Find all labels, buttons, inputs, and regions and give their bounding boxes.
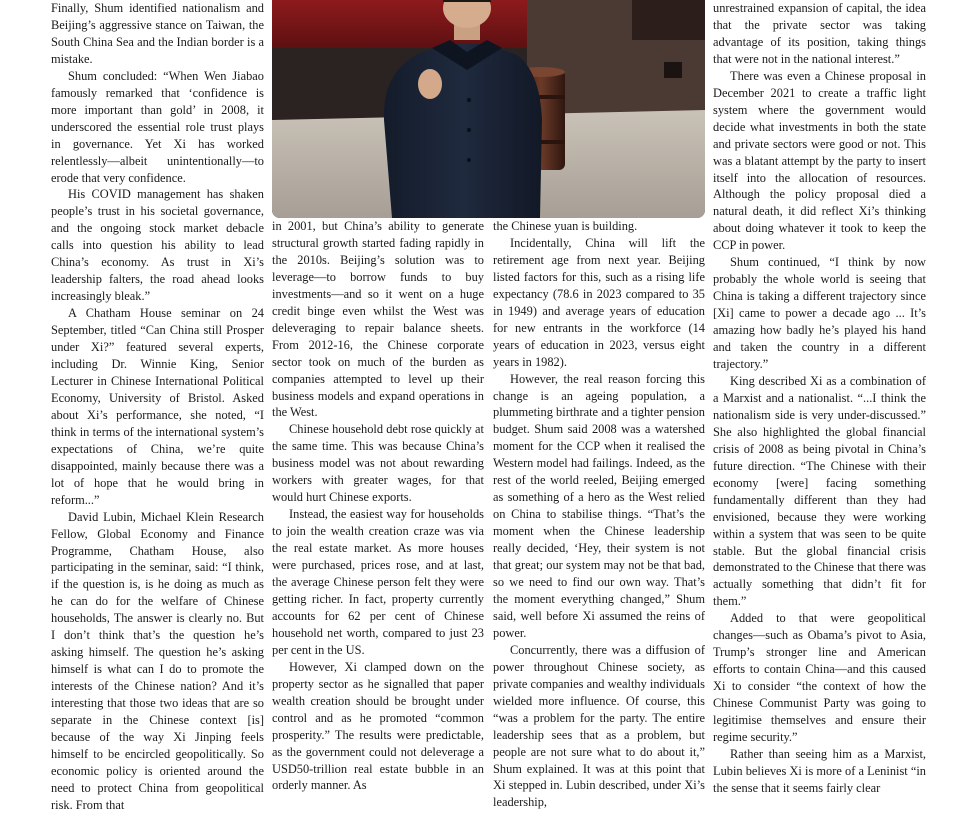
paragraph: in 2001, but China’s ability to generate structural growth started fading rapidly in the 2010s. Beijing’s solution was to leverage—to borrow funds to buy investments—and so it went on a huge credit binge even whilst the West was deleveraging to repair balance sheets. From 2012-16, the Chinese corporate sector took on much of the burden as companies attempted to level up their business models and expand operations in the West. [272, 219, 484, 420]
paragraph: Shum concluded: “When Wen Jiabao famously remarked that ‘confidence is more important than gold’ in 2008, it underscored the essential role trust plays in governance. Yet Xi has worked relentlessly—albeit unintentionally—to erode that very confidence. [51, 68, 264, 185]
article-column-1 [51, 0, 264, 814]
paragraph: Instead, the easiest way for households to join the wealth creation craze was via the real estate market. As more houses were purchased, prices rose, and at last, the average Chinese person felt they were getting richer. In fact, property currently accounts for 62 per cent of Chinese household net worth, compared to just 23 per cent in the US. [272, 507, 484, 657]
photo-illustration [272, 0, 705, 218]
paragraph: Concurrently, there was a diffusion of power throughout Chinese society, as private companies and wealthy individuals wielded more influence. Of course, this “was a problem for the party. The entire leadership sees that as a problem, but people are not sure what to do about it,” Shum explained. It was at this point that Xi stepped in. Lubin described, under Xi’s leadership, [493, 642, 705, 810]
paragraph: King described Xi as a combination of a Marxist and a nationalist. “...I think the nationalism side is very under-discussed.” She also highlighted the global financial crisis of 2008 as being pivotal in China’s future direction. “The Chinese with their economy [were] facing something fundamentally different than they had envisioned, because they were working within a system that was seen to be quite stable. But the global financial crisis demonstrated to the Chinese that there was actually something that didn’t fit for them.” [713, 373, 926, 609]
paragraph: Rather than seeing him as a Marxist, Lubin believes Xi is more of a Leninist “in the sense that it seems fairly clear [713, 746, 926, 795]
paragraph: Added to that were geopolitical changes—such as Obama’s pivot to Asia, Trump’s stronger line and American efforts to contain China—and this caused Xi to consider “the context of how the Chinese Communist Party was going to legitimise themselves and ensure their regime security.” [713, 611, 926, 744]
article-photo [272, 0, 705, 218]
paragraph: Incidentally, China will lift the retirement age from next year. Beijing listed factors for this, such as a rising life expectancy (78.6 in 2023 compared to 35 in 1949) and average years of education for new entrants in the workforce (14 years of education in 2023, versus eight years in 1982). [493, 235, 705, 369]
paragraph: A Chatham House seminar on 24 September, titled “Can China still Prosper under Xi?” featured several experts, including Dr. Winnie King, Senior Lecturer in Chinese International Political Economy, University of Bristol. Asked about Xi’s performance, she noted, “I think in terms of the international system’s expectations of China, we’re quite disappointed, mainly because there was a lot of hope that he would bring in reform...” [51, 306, 264, 507]
paragraph: unrestrained expansion of capital, the idea that the private sector was taking advantage of its position, taking things that were not in the national interest.” [713, 1, 926, 66]
paragraph: However, the real reason forcing this change is an ageing population, a plummeting birthrate and a tighter pension budget. Shum said 2008 was a watershed moment for the CCP when it realised the Western model had failings. Indeed, as the rest of the world reeled, Beijing emerged as something of a hero as the West relied on China to stabilise things. “That’s the moment when the Chinese leadership really decided, ‘Hey, their system is not that great; our system may not be that bad, so we need to find our own way. That’s the moment everything changed,” Shum said, well before Xi assumed the reins of power. [493, 371, 705, 640]
paragraph: However, Xi clamped down on the property sector as he signalled that paper wealth creation should be brought under control and as he promoted “common prosperity.” The results were predictable, as the government could not deleverage a USD50-trillion real estate bubble in an orderly manner. As [272, 659, 484, 793]
paragraph: His COVID management has shaken people’s trust in his societal governance, and the ongoing stock market debacle calls into question his ability to lead China’s economy. As trust in Xi’s leadership falters, the road ahead looks increasingly bleak.” [51, 187, 264, 304]
paragraph: the Chinese yuan is building. [493, 219, 638, 233]
article-column-2 [272, 218, 484, 794]
paragraph: Chinese household debt rose quickly at the same time. This was because China’s business model was not about rewarding workers with greater wages, for that would hurt Chinese exports. [272, 422, 484, 505]
paragraph: Shum continued, “I think by now probably the whole world is seeing that China is taking a different trajectory since [Xi] came to power a decade ago ... It’s amazing how badly he’s played his hand and taken the country in a different trajectory.” [713, 255, 926, 372]
paragraph: David Lubin, Michael Klein Research Fellow, Global Economy and Finance Programme, Chatham House, also participating in the seminar, said: “I think, if the question is, is he doing as much as he can do for the welfare of Chinese households, The answer is clearly no. But I don’t think that’s the question he’s asking himself. The question he’s asking himself is what can I do to promote the interests of the Chinese nation? And it’s interesting that those two ideas that are so separate in the Chinese context [is] because of the way Xi Jinping feels himself to be encircled geopolitically. So economic policy is oriented around the need to protect China from geopolitical risk. From that [51, 509, 264, 812]
paragraph: There was even a Chinese proposal in December 2021 to create a traffic light system where the government would decide what investments in both the state and private sectors were good or not. This was a blatant attempt by the party to insert itself into the allocation of resources. Although the policy proposal died a natural death, it did reflect Xi’s thinking about doing whatever it took to keep the CCP in power. [713, 68, 926, 253]
article-column-3 [493, 218, 705, 811]
paragraph: Finally, Shum identified nationalism and Beijing’s aggressive stance on Taiwan, the South China Sea and the Indian border is a mistake. [51, 1, 264, 66]
article-column-4 [713, 0, 926, 797]
